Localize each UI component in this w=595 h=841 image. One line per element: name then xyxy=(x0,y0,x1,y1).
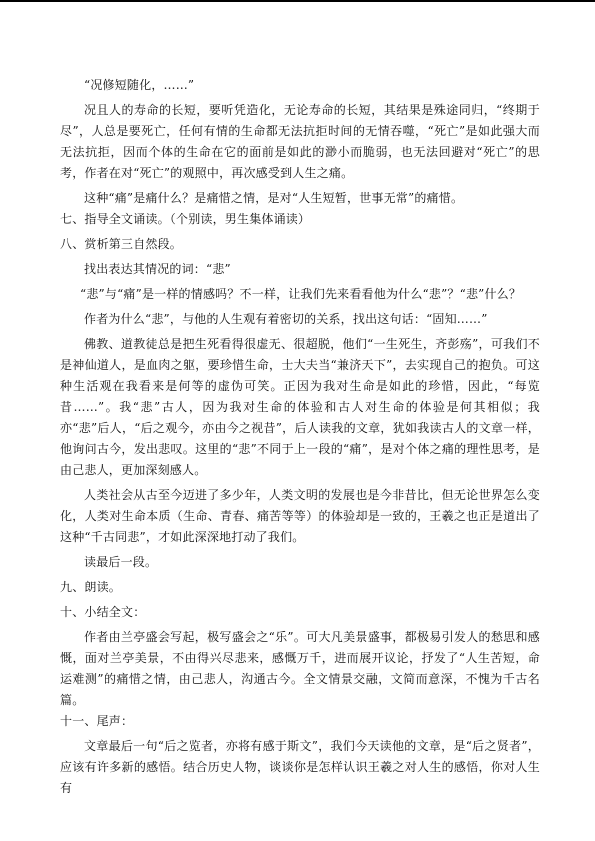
paragraph-lifespan: 况且人的寿命的长短，要听凭造化，无论寿命的长短，其结果是殊途同归，“终期于尽”，人总是要死亡，任何有情的生命都无法抗拒时间的无情吞噬，“死亡”是如此强大而无法抗拒，因而个体的生命在它的面前是如此的渺小而脆弱，也无法回避对“死亡”的思考，作者在对“死亡”的观照中，再次感受到人生之痛。 xyxy=(60,103,540,180)
document-body xyxy=(60,75,540,799)
paragraph-read-last: 读最后一段。 xyxy=(84,555,158,569)
paragraph-pain: 这种“痛”是痛什么？是痛惜之情，是对“人生短暂，世事无常”的痛惜。 xyxy=(84,191,464,205)
section-heading-10: 十、小结全文： xyxy=(60,605,146,619)
section-heading-11: 十一、尾声： xyxy=(60,714,134,728)
paragraph-buddhism-taoism: 佛教、道教徒总是把生死看得很虚无、很超脱，他们“一生死生，齐彭殇”，可我们不是神仙道人，是血肉之躯，要珍惜生命，士大夫当“兼济天下”，去实现自己的抱负。可这种生活观在我看来是何等的虚伪可笑。正因为我对生命是如此的珍惜，因此，“每览昔……”。我“悲”古人，因为我对生命的体验和古人对生命的体验是何其相似；我亦“悲”后人，“后之观今，亦由今之视昔”，后人读我的文章，犹如我读古人的文章一样，他询问古今，发出悲叹。这里的“悲”不同于上一段的“痛”，是对个体之痛的理性思考，是由己悲人，更加深刻感人。 xyxy=(60,337,540,477)
header-rule xyxy=(0,0,595,2)
paragraph-summary: 作者由兰亭盛会写起，极写盛会之“乐”。可大凡美景盛事，都极易引发人的愁思和感慨，面对兰亭美景，不由得兴尽悲来，感慨万千，进而展开议论，抒发了“人生苦短，命运难测”的痛惜之情，由己悲人，沟通古今。全文情景交融，文简而意深，不愧为千古名篇。 xyxy=(60,630,540,707)
section-heading-8: 八、赏析第三自然段。 xyxy=(60,237,183,251)
paragraph-human-society: 人类社会从古至今迈进了多少年，人类文明的发展也是今非昔比，但无论世界怎么变化，人类对生命本质（生命、青春、痛苦等等）的体验却是一致的，王羲之也正是道出了这种“千古同悲”，才如此深深地打动了我们。 xyxy=(60,488,540,544)
paragraph-closing: 文章最后一句“后之览者，亦将有感于斯文”，我们今天读他的文章，是“后之贤者”，应该有许多新的感悟。结合历史人物，谈谈你是怎样认识王羲之对人生的感悟，你对人生有 xyxy=(60,739,540,795)
paragraph-sorrow-question: “悲”与“痛”是一样的情感吗？不一样，让我们先来看看他为什么“悲”？“悲”什么？ xyxy=(80,287,522,301)
paragraph-author-why: 作者为什么“悲”，与他的人生观有着密切的关系，找出这句话：“固知……” xyxy=(84,312,488,326)
section-heading-9: 九、朗读。 xyxy=(60,580,122,594)
section-heading-7: 七、指导全文诵读。（个别读，男生集体诵读） xyxy=(60,212,311,226)
paragraph-find-word: 找出表达其情况的词：“悲” xyxy=(84,262,231,276)
paragraph-quote: “况修短随化，……” xyxy=(84,78,195,92)
